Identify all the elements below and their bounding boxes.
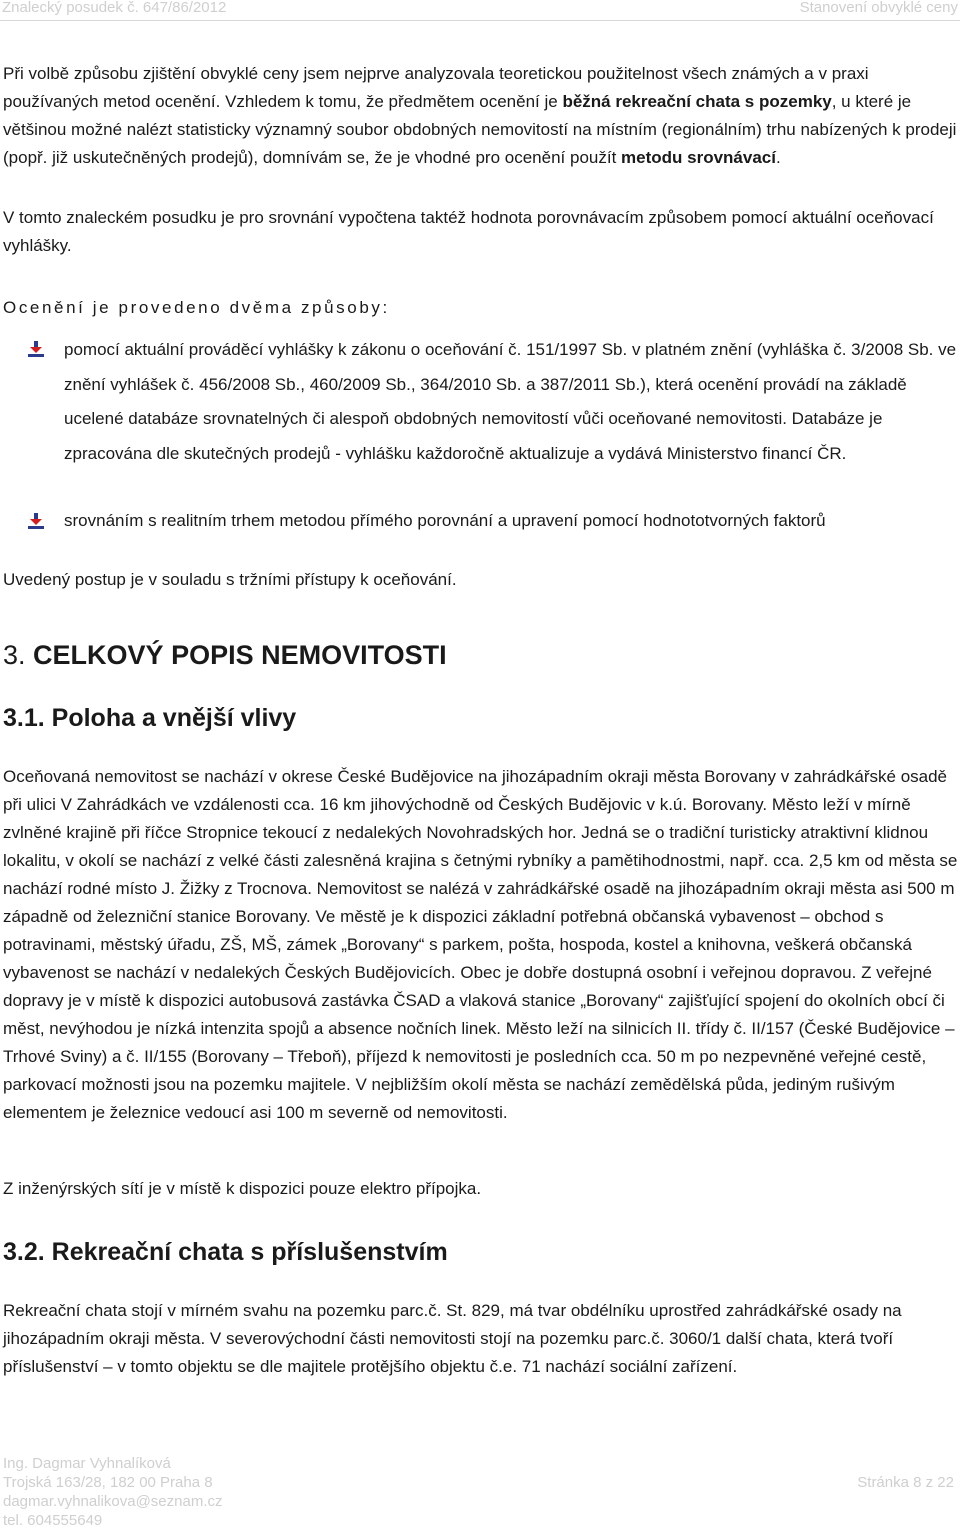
section-31-heading [3, 704, 296, 733]
section-31-paragraph: Oceňovaná nemovitost se nachází v okrese České Budějovice na jihozápadním okraji města Borovany v zahrádkářské osadě při ulici V Zahrádkách ve vzdálenosti cca. 16 km jihovýchodně od Českých Budějovic v k.ú. Borovany. Město leží v mírně zvlněné krajině při říčce Stropnice tekoucí z nedalekých Novohradských hor. Jedná se o tradiční turisticky atraktivní klidnou lokalitu, v okolí se nachází z velké části zalesněná krajina s četnými rybníky a pamětihodnostmi, např. cca. 2,5 km od města se nachází rodné místo J. Žižky z Trocnova. Nemovitost se nalézá v zahrádkářské osadě na jihozápadním okraji města asi 500 m západně od železniční stanice Borovany. Ve městě je k dispozici základní potřebná občanská vybavenost – obchod s potravinami, městský úřadu, ZŠ, MŠ, zámek „Borovany“ s parkem, pošta, hospoda, kostel a knihovna, veškerá občanská vybavenost se nachází v nedalekých Českých Budějovicích. Obec je dobře dostupná osobní i veřejnou dopravou. Z veřejné dopravy je v místě k dispozici autobusová zastávka ČSAD a vlaková stanice „Borovany“ zajišťující spojení do okolních obcí či měst, nevýhodou je nízká intenzita spojů a absence nočních linek. Město leží na silnicích II. třídy č. II/157 (České Budějovice – Trhové Sviny) a č. II/155 (Borovany – Třeboň), příjezd k nemovitosti je posledních cca. 50 m po nezpevněné veřejné cestě, parkovací možnosti jsou na pozemku majitele. V nejbližším okolí města se nachází zemědělská půda, jediným rušivým elementem je železnice vedoucí asi 100 m severně od nemovitosti. [3, 767, 958, 1122]
method-item-2: srovnáním s realitním trhem metodou přímého porovnání a upravení pomocí hodnototvorných faktorů [64, 511, 826, 530]
section-32-title: Rekreační chata s příslušenstvím [51, 1238, 448, 1266]
methods-title: Ocenění je provedeno dvěma způsoby: [3, 298, 390, 317]
page-footer [3, 1454, 958, 1530]
footer-name: Ing. Dagmar Vyhnalíková [3, 1455, 171, 1472]
footer-phone: tel. 604555649 [3, 1512, 103, 1529]
section-32-paragraph: Rekreační chata stojí v mírném svahu na pozemku parc.č. St. 829, má tvar obdélníku uprostřed zahrádkářské osady na jihozápadním okraji města. V severovýchodní části nemovitosti stojí na pozemku parc.č. 3060/1 další chata, která tvoří příslušenství – v tomto objektu se dle majitele protějšího objektu č.e. 71 nachází sociální zařízení. [3, 1301, 902, 1376]
section-32-heading [3, 1238, 448, 1267]
intro-text-3: . [775, 148, 781, 167]
methods-conclusion: Uvedený postup je v souladu s tržními přístupy k oceňování. [3, 570, 457, 589]
section-31-paragraph-2: Z inženýrských sítí je v místě k dispozici pouze elektro přípojka. [3, 1179, 482, 1198]
header-section-title: Stanovení obvyklé ceny [799, 0, 958, 16]
intro-paragraph-2: V tomto znaleckém posudku je pro srovnání vypočtena taktéž hodnota porovnávacím způsobem pomocí aktuální oceňovací vyhlášky. [3, 208, 934, 255]
bullet-arrow-icon [28, 513, 44, 529]
intro-text-1: Při volbě způsobu zjištění obvyklé ceny jsem nejprve analyzovala teoretickou použitelnost všech známých a v praxi používaných metod ocenění. Vzhledem k tomu, že předmětem ocenění je [3, 64, 869, 111]
intro-bold-method: metodu srovnávací [621, 148, 776, 167]
section-3-number: 3. [3, 640, 26, 670]
footer-address: Trojská 163/28, 182 00 Praha 8 [3, 1474, 213, 1491]
section-31-number: 3.1. [3, 704, 45, 732]
header-document-title: Znalecký posudek č. 647/86/2012 [2, 0, 227, 16]
footer-email: dagmar.vyhnalikova@seznam.cz [3, 1493, 223, 1510]
page-header [0, 0, 960, 22]
section-3-title: CELKOVÝ POPIS NEMOVITOSTI [33, 640, 447, 670]
section-31-title: Poloha a vnější vlivy [51, 704, 297, 732]
intro-paragraph [3, 60, 958, 172]
header-divider [0, 20, 960, 21]
section-32-number: 3.2. [3, 1238, 45, 1266]
intro-bold-chata: běžná rekreační chata s pozemky [562, 92, 832, 111]
section-3-heading [3, 640, 447, 671]
footer-page-number: Stránka 8 z 22 [857, 1474, 954, 1491]
intro-text-2: , u které je většinou možné nalézt statisticky významný soubor obdobných nemovitostí na místním (regionálním) trhu nabízených k prodeji (popř. již uskutečněných prodejů), domnívám se, že je vhodné pro ocenění použít [3, 92, 957, 167]
method-item-1: pomocí aktuální prováděcí vyhlášky k zákonu o oceňování č. 151/1997 Sb. v platném znění (vyhláška č. 3/2008 Sb. ve znění vyhlášek č. 456/2008 Sb., 460/2009 Sb., 364/2010 Sb. a 387/2011 Sb.), která ocenění provádí na základě ucelené databáze srovnatelných či alespoň obdobných nemovitostí vůči oceňované nemovitosti. Databáze je zpracována dle skutečných prodejů - vyhlášku každoročně aktualizuje a vydává Ministerstvo financí ČR. [64, 340, 957, 463]
bullet-arrow-icon [28, 341, 44, 357]
